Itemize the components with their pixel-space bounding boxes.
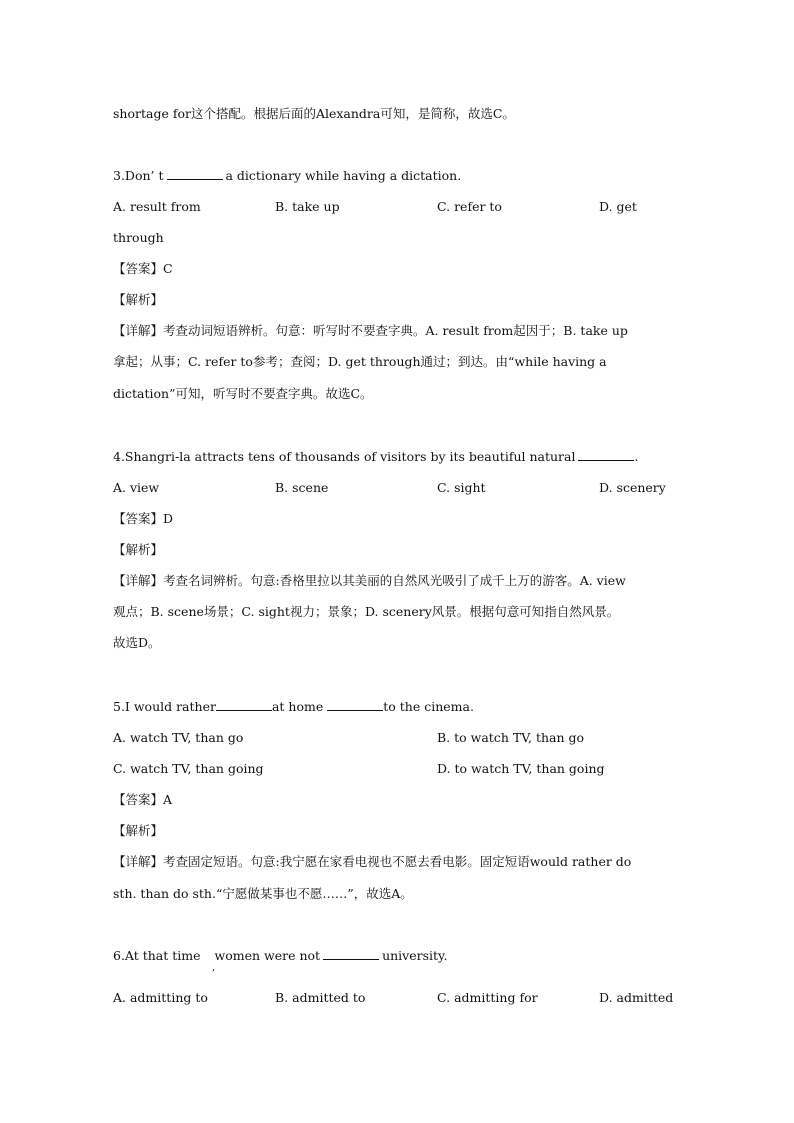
q5-stem-start: 5.I would rather [113, 699, 216, 714]
q4-stem [113, 449, 638, 464]
q6-blank [323, 948, 379, 960]
q6-option-a: A. admitting to [113, 990, 208, 1005]
q4-detail-line: 观点；B. scene场景；C. sight视力；景象；D. scenery风景。根据句意可知指自然风景。 [113, 604, 620, 619]
q4-detail-line: 故选D。 [113, 635, 161, 650]
q4-stem-start: 4.Shangri-la attracts tens of thousands of visitors by its beautiful natural [113, 449, 576, 464]
q3-blank [167, 168, 223, 180]
q3-stem [113, 168, 461, 183]
q4-option-d: D. scenery [599, 480, 666, 495]
q6-stem-mid: women were not [214, 948, 321, 963]
q5-blank-2 [327, 699, 383, 711]
q4-option-c: C. sight [437, 480, 486, 495]
q5-stem-end: to the cinema. [383, 699, 474, 714]
q6-stem-start: 6.At that time [113, 948, 201, 963]
q5-detail-line: sth. than do sth.“宁愿做某事也不愿……”，故选A。 [113, 886, 413, 901]
intro-line: shortage for这个搭配。根据后面的Alexandra可知，是简称，故选C。 [113, 106, 515, 121]
q6-option-d: D. admitted [599, 990, 674, 1005]
q5-option-d: D. to watch TV, than going [437, 761, 605, 776]
q3-analysis-label: 【解析】 [113, 292, 164, 307]
q5-answer: 【答案】A [113, 792, 173, 807]
q4-analysis-label: 【解析】 [113, 542, 164, 557]
q4-blank [578, 449, 634, 461]
q3-option-b: B. take up [275, 199, 340, 214]
q4-answer: 【答案】D [113, 511, 174, 526]
q3-detail-line: 【详解】考查动词短语辨析。句意：听写时不要查字典。A. result from起因于；B. take up [113, 323, 628, 338]
q4-detail-line: 【详解】考查名词辨析。句意:香格里拉以其美丽的自然风光吸引了成千上万的游客。A. view [113, 573, 626, 588]
q4-stem-end: . [634, 449, 639, 464]
q5-blank-1 [216, 699, 272, 711]
q3-option-d: D. get [599, 199, 637, 214]
q3-option-c: C. refer to [437, 199, 502, 214]
q3-answer: 【答案】C [113, 261, 173, 276]
q4-option-a: A. view [113, 480, 160, 495]
q5-stem-mid: at home [271, 699, 324, 714]
q3-detail-line: 拿起；从事；C. refer to参考；查阅；D. get through通过；到达。由“while having a [113, 354, 607, 369]
q3-detail-line: dictation”可知，听写时不要查字典。故选C。 [113, 386, 373, 401]
q3-stem-end: a dictionary while having a dictation. [225, 168, 462, 183]
q5-option-c: C. watch TV, than going [113, 761, 264, 776]
q3-option-d-wrap: through [113, 230, 164, 245]
q5-detail-line: 【详解】考查固定短语。句意:我宁愿在家看电视也不愿去看电影。固定短语would rather do [113, 854, 632, 869]
q4-option-b: B. scene [275, 480, 329, 495]
q5-option-b: B. to watch TV, than go [437, 730, 585, 745]
q5-analysis-label: 【解析】 [113, 823, 164, 838]
q6-stem-end: university. [382, 948, 448, 963]
q5-stem [113, 699, 474, 714]
q6-stem [113, 948, 447, 963]
q6-comma: , [212, 962, 216, 973]
q3-stem-start: 3.Don’ t [113, 168, 164, 183]
q6-option-c: C. admitting for [437, 990, 538, 1005]
q3-option-a: A. result from [113, 199, 201, 214]
q6-option-b: B. admitted to [275, 990, 366, 1005]
q5-option-a: A. watch TV, than go [113, 730, 244, 745]
